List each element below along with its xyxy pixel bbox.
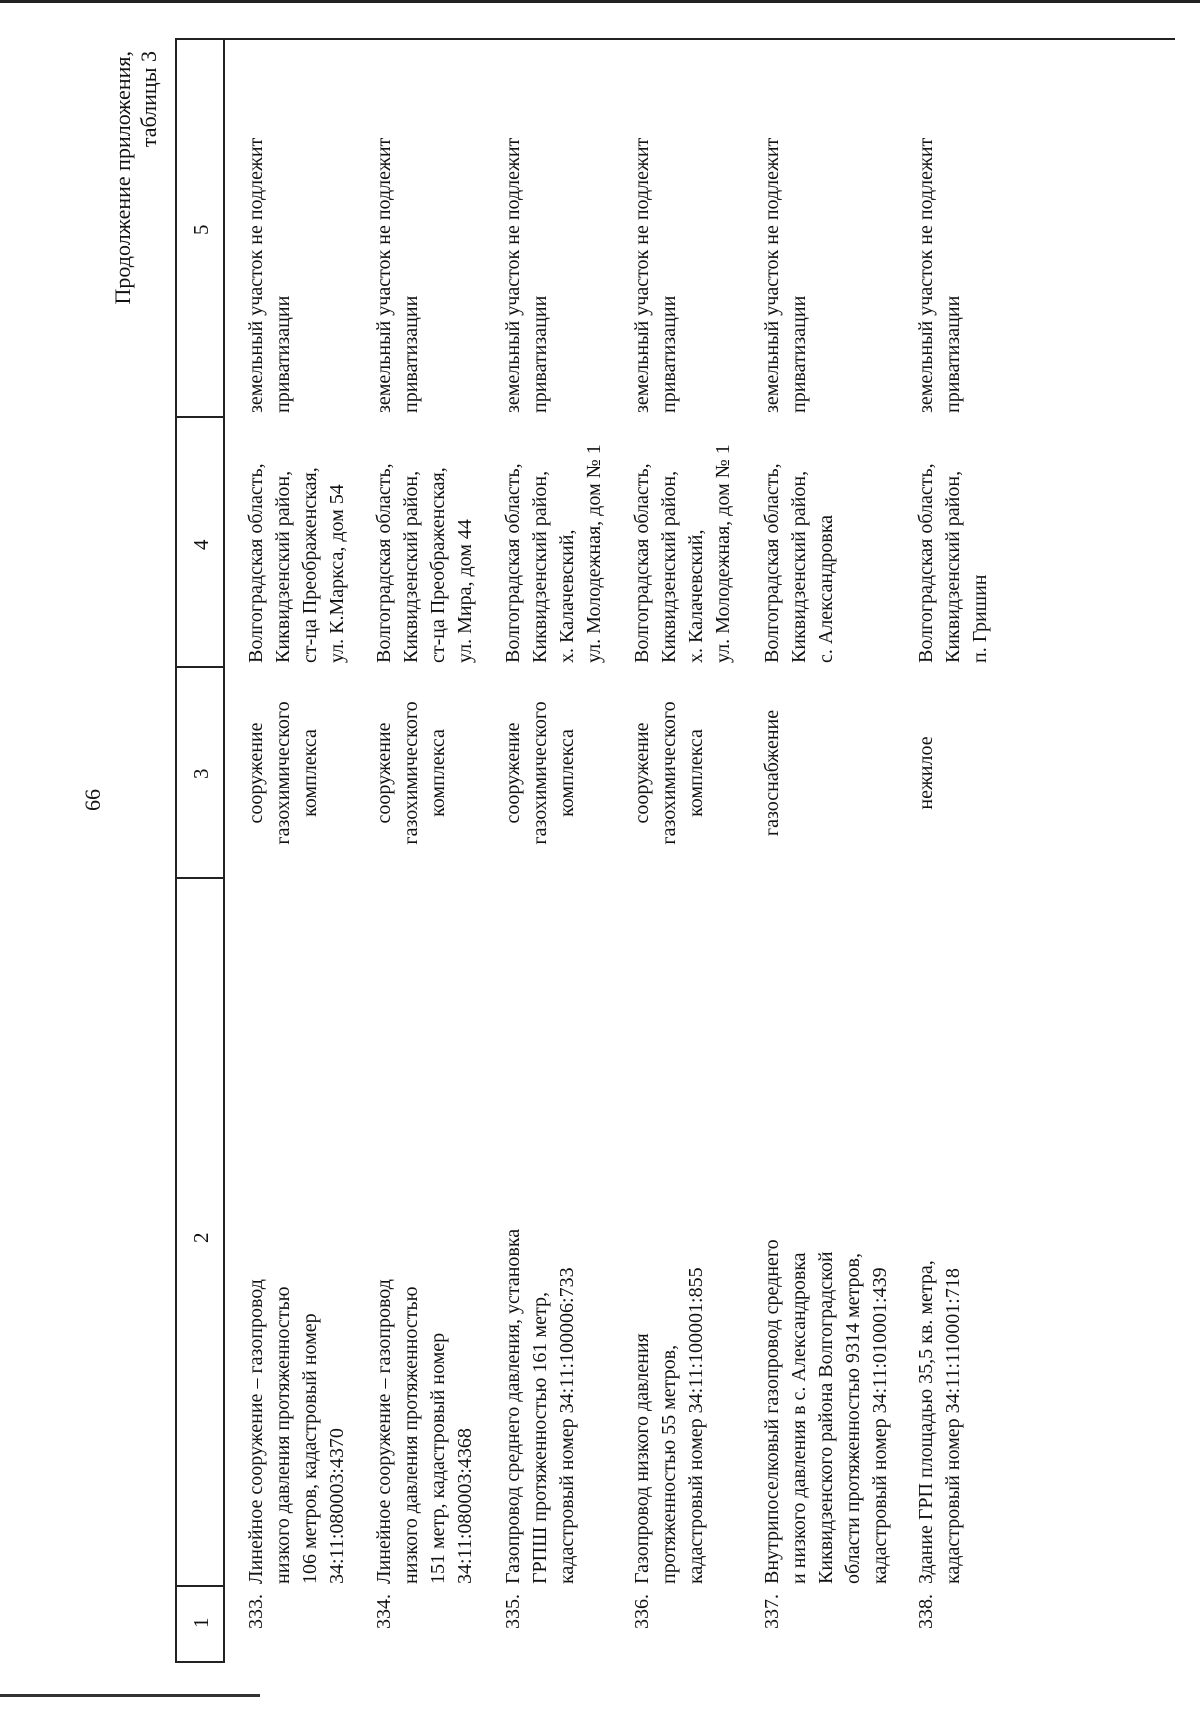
continuation-line-1: Продолжение приложения,: [110, 51, 135, 305]
col-divider-0: [175, 1662, 223, 1664]
table-right-border: [175, 39, 1175, 41]
object-address: Волгоградская область, Киквидзенский район, ст-ца Преображенская, ул. Мира, дом 44: [373, 463, 476, 663]
object-purpose: сооружение газохимического комплекса: [245, 701, 321, 845]
object-description: Линейное сооружение – газопровод низкого давления протяженностью 106 метров, кадастровый номер 34:11:080003:4370: [245, 1279, 348, 1584]
object-purpose: газоснабжение: [761, 709, 783, 837]
col-number-3: 3: [189, 768, 213, 779]
object-note: земельный участок не подлежит приватизации: [631, 137, 680, 413]
object-note: земельный участок не подлежит приватизации: [915, 137, 964, 413]
object-note: земельный участок не подлежит приватизации: [502, 137, 551, 413]
object-note: земельный участок не подлежит приватизации: [761, 137, 810, 413]
object-description: Линейное сооружение – газопровод низкого давления протяженностью 151 метр, кадастровый номер 34:11:080003:4368: [373, 1279, 476, 1584]
row-number: 337.: [761, 1594, 783, 1629]
col-divider-3: [175, 667, 223, 669]
object-note: земельный участок не подлежит приватизации: [373, 137, 422, 413]
row-number: 333.: [245, 1594, 267, 1629]
object-purpose: сооружение газохимического комплекса: [373, 701, 449, 845]
col-divider-2: [175, 878, 223, 880]
continuation-caption: [110, 51, 162, 411]
object-description: Здание ГРП площадью 35,5 кв. метра, кадастровый номер 34:11:110001:718: [915, 1260, 964, 1584]
object-purpose: сооружение газохимического комплекса: [502, 701, 578, 845]
property-table: [175, 38, 1175, 1663]
col-number-4: 4: [189, 539, 213, 550]
col-number-5: 5: [189, 224, 213, 235]
col-divider-4: [175, 417, 223, 419]
header-bottom-border: [223, 38, 225, 1663]
col-divider-1: [175, 1586, 223, 1588]
object-description: Газопровод среднего давления, установка ГРПШ протяженностью 161 метр, кадастровый номер 34:11:100006:733: [502, 1228, 578, 1584]
row-number: 334.: [373, 1594, 395, 1629]
table-top-border: [175, 38, 177, 1663]
continuation-line-2: таблицы 3: [136, 51, 161, 148]
object-address: Волгоградская область, Киквидзенский район, х. Калачевский, ул. Молодежная, дом № 1: [631, 444, 734, 663]
object-description: Внутрипоселковый газопровод среднего и низкого давления в с. Александровка Киквидзенского района Волгоградской области протяженностью 9314 метров, кадастровый номер 34:11:010001:439: [761, 1239, 891, 1584]
row-number: 338.: [915, 1594, 937, 1629]
object-address: Волгоградская область, Киквидзенский район, п. Гришин: [915, 463, 991, 663]
row-number: 335.: [502, 1594, 524, 1629]
object-note: земельный участок не подлежит приватизации: [245, 137, 294, 413]
object-address: Волгоградская область, Киквидзенский район, х. Калачевский, ул. Молодежная, дом № 1: [502, 444, 605, 663]
object-purpose: сооружение газохимического комплекса: [631, 701, 707, 845]
page-number: 66: [80, 789, 105, 811]
object-purpose: нежилое: [915, 736, 937, 810]
col-number-2: 2: [189, 1232, 213, 1243]
object-address: Волгоградская область, Киквидзенский район, с. Александровка: [761, 463, 837, 663]
object-description: Газопровод низкого давления протяженностью 55 метров, кадастровый номер 34:11:100001:855: [631, 1267, 707, 1584]
col-number-1: 1: [189, 1617, 213, 1628]
row-number: 336.: [631, 1594, 653, 1629]
object-address: Волгоградская область, Киквидзенский район, ст-ца Преображенская, ул. К.Маркса, дом 54: [245, 463, 348, 663]
